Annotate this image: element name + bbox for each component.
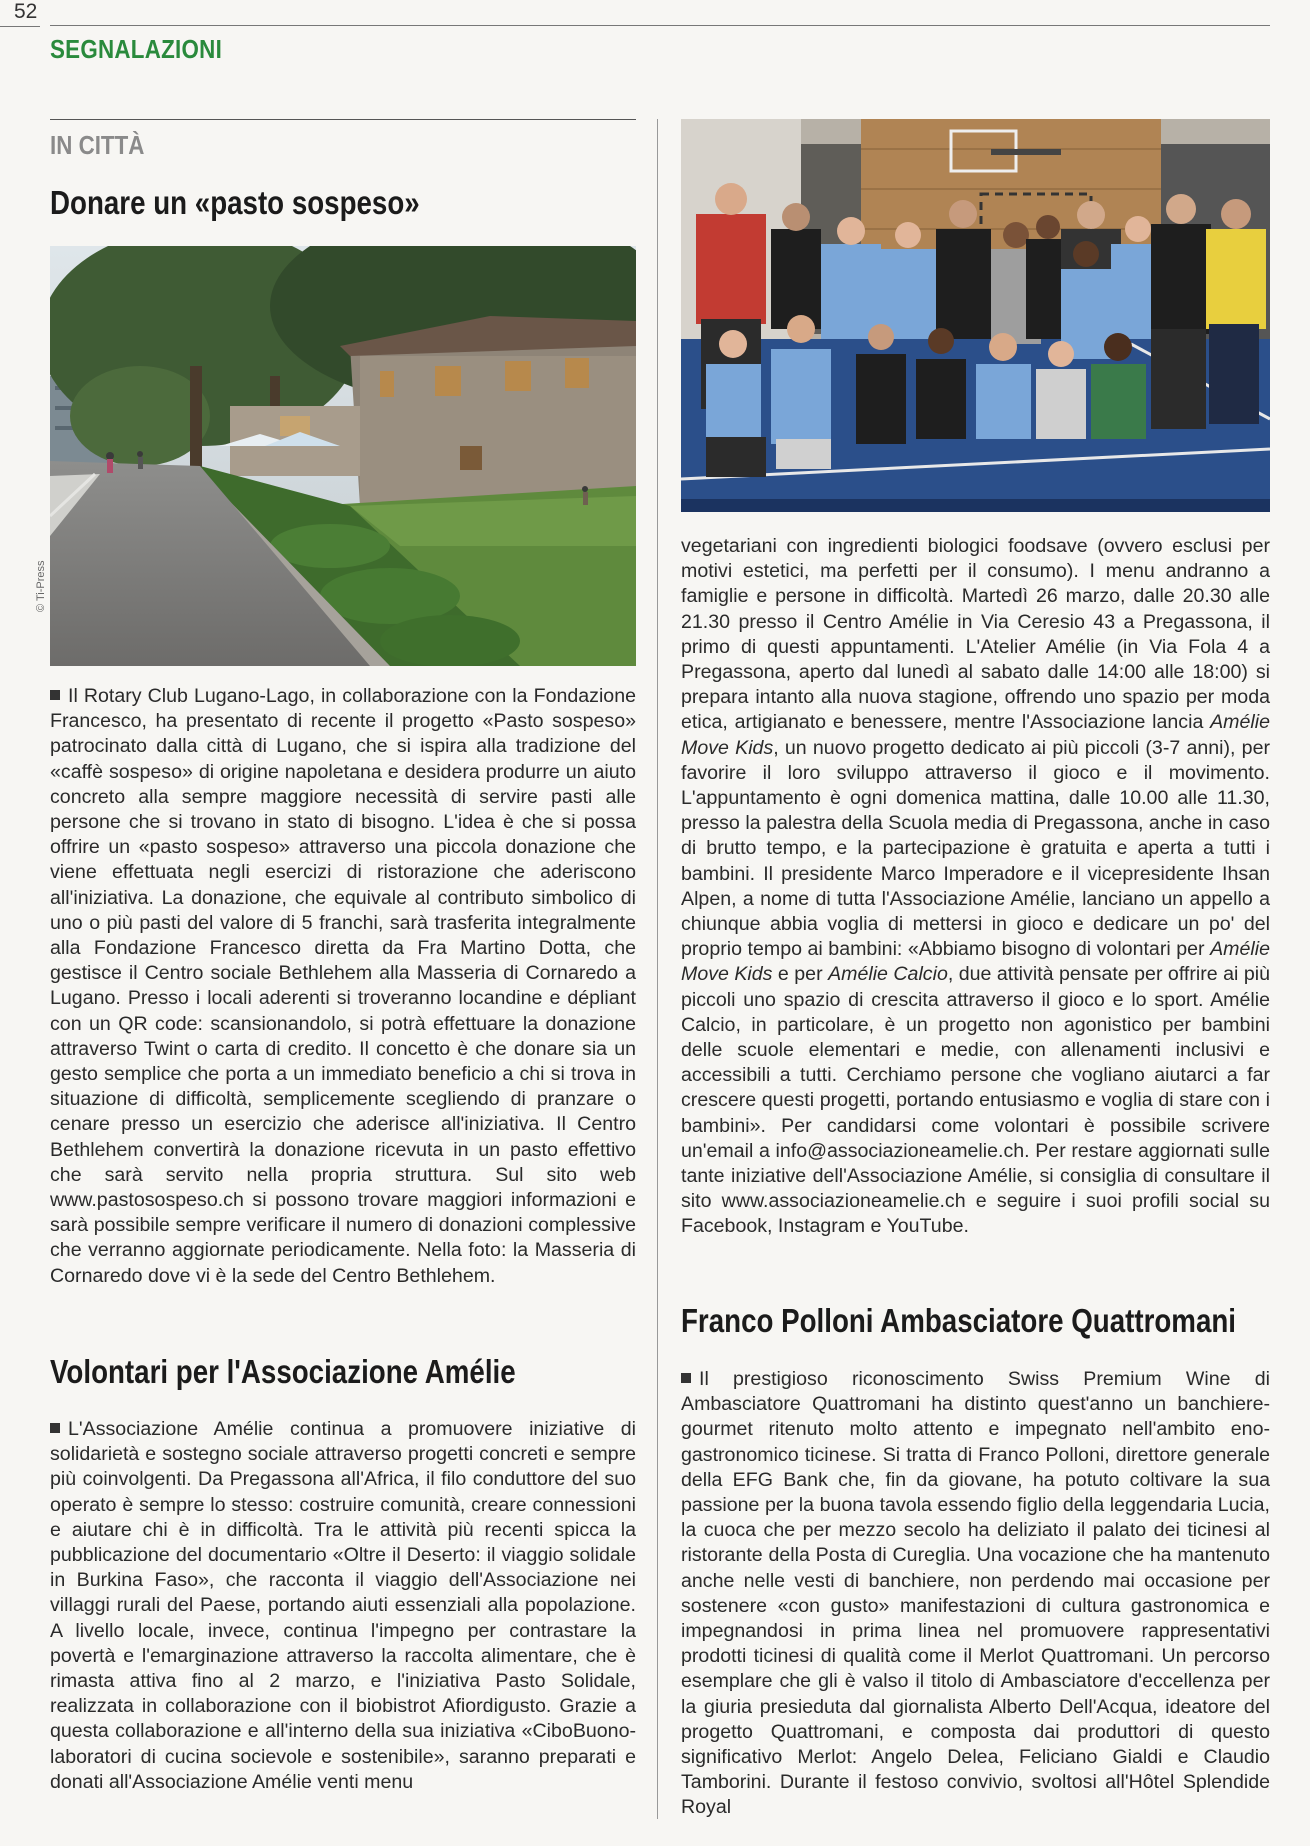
article-body-text: e per — [772, 963, 829, 986]
article-rule — [50, 119, 636, 120]
bullet-square-icon — [50, 690, 60, 700]
article-body-continued — [681, 534, 1270, 1240]
article-kicker: IN CITTÀ — [50, 130, 145, 160]
section-title: SEGNALAZIONI — [50, 34, 223, 64]
article-body-text: L'Associazione Amélie continua a promuovere iniziative di solidarietà e sostegno sociale attraverso progetti concreti e sempre più coinvolgenti. Da Pregassona all'Africa, il filo conduttore del suo operato è sempre lo stesso: costruire comunità, creare connessioni e aiutare chi è in difficoltà. Tra le attività più recenti spicca la pubblicazione del documentario «Oltre il Deserto: il viaggio solidale in Burkina Faso», che racconta il viaggio dell'Associazione nei villaggi rurali del Paese, portando aiuti essenziali alla popolazione. A livello locale, invece, continua l'impegno per contrastare la povertà e l'emarginazione attraverso la raccolta alimentare, che è rimasta attiva fino al 2 marzo, e l'iniziativa Pasto Solidale, realizzata in collaborazione con il biobistrot Afiordigusto. Grazie a questa collaborazione e all'interno della sua iniziativa «CiboBuono-laboratori di cucina socievole e sostenibile», saranno preparati e donati all'Associazione Amélie venti menu — [50, 1418, 636, 1793]
photo-credit: © Ti-Press — [35, 560, 47, 612]
article-body — [50, 1417, 636, 1795]
article-body — [50, 684, 636, 1289]
photo-amelie-team — [681, 119, 1270, 512]
bullet-square-icon — [681, 1373, 691, 1383]
article-body-text: vegetariani con ingredienti biologici foodsave (ovvero esclusi per motivi estetici, ma perfetti per il consumo). I menu andranno a famiglie e persone in difficoltà. Martedì 26 marzo, dalle 20.30 alle 21.30 presso il Centro Amélie in Via Ceresio 43 a Pregassona, il primo di questi appuntamenti. L'Atelier Amélie (in Via Fola 4 a Pregassona, aperto dal lunedì al sabato dalle 14:00 alle 18:00) si prepara intanto alla nuova stagione, offrendo uno spazio per moda etica, artigianato e benessere, mentre l'Associazione lancia — [681, 535, 1270, 734]
column-divider — [657, 119, 658, 1819]
page-number-rule — [0, 26, 40, 27]
article-title: Volontari per l'Associazione Amélie — [50, 1353, 516, 1390]
header-rule — [50, 25, 1270, 26]
article-body-italic: Amélie Move Kids — [681, 938, 1270, 986]
article-body-text: , due attività pensate per offrire ai più piccoli uno spazio di crescita attraverso il gioco e lo sport. Amélie Calcio, in particolare, è un progetto non agonistico per bambini delle scuole elementari e medie, con allenamenti inclusivi e accessibili a tutti. Cerchiamo persone che vogliano aiutarci a far crescere questi progetti, portando entusiasmo e voglia di stare con i bambini». Per candidarsi come volontari è possibile scrivere un'email a info@associazioneamelie.ch. Per restare aggiornati sulle tante iniziative dell'Associazione Amélie, si consiglia di consultare il sito www.associazioneamelie.ch e seguire i suoi profili social su Facebook, Instagram e YouTube. — [681, 963, 1270, 1238]
article-title: Donare un «pasto sospeso» — [50, 184, 420, 221]
article-body-italic: Amélie Move Kids — [681, 711, 1270, 759]
bullet-square-icon — [50, 1423, 60, 1433]
article-body-text: Il Rotary Club Lugano-Lago, in collaborazione con la Fondazione Francesco, ha presentato di recente il progetto «Pasto sospeso» patrocinato dalla città di Lugano, che si ispira alla tradizione del «caffè sospeso» di origine napoletana e desidera produrre un aiuto concreto alla sempre maggiore necessità di servire pasti alle persone che si trovano in stato di bisogno. L'idea è che si possa offrire un «pasto sospeso» attraverso una piccola donazione che viene effettuata negli esercizi di ristorazione che aderiscono all'iniziativa. La donazione, che equivale al contributo simbolico di uno o più pasti del valore di 5 franchi, sarà trasferita integralmente alla Fondazione Francesco diretta da Fra Martino Dotta, che gestisce il Centro sociale Bethlehem alla Masseria di Cornaredo a Lugano. Presso i locali aderenti si troveranno locandine e dépliant con un QR code: scansionandolo, si potrà effettuare la donazione attraverso Twint o carta di credito. Il concetto è che donare sia un gesto semplice che porta a un immediato beneficio a chi si trova in situazione di difficoltà, semplicemente scegliendo di pranzare o cenare presso un esercizio che aderisce all'iniziativa. Il Centro Bethlehem convertirà la donazione ricevuta in un pasto effettivo che sarà servito nella propria struttura. Sul sito web www.pastosospeso.ch si possono trovare maggiori informazioni e sarà possibile sempre verificare il numero di donazioni complessive che verranno aggiornate periodicamente. Nella foto: la Masseria di Cornaredo dove vi è la sede del Centro Bethlehem. — [50, 685, 636, 1287]
page-number: 52 — [14, 0, 38, 23]
article-body-text: , un nuovo progetto dedicato ai più piccoli (3-7 anni), per favorire il loro sviluppo attraverso il gioco e il movimento. L'appuntamento è ogni domenica mattina, dalle 10.00 alle 11.30, presso la palestra della Scuola media di Pregassona, anche in caso di brutto tempo, e la partecipazione è gratuita e aperta a tutti i bambini. Il presidente Marco Imperadore e il vicepresidente Ihsan Alpen, a nome di tutta l'Associazione Amélie, lanciano un appello a chiunque abbia voglia di mettersi in gioco e dedicare un po' del proprio tempo ai bambini: «Abbiamo bisogno di volontari per — [681, 736, 1270, 961]
article-body-text: Il prestigioso riconoscimento Swiss Premium Wine di Ambasciatore Quattromani ha distinto quest'anno un banchiere-gourmet ritenuto molto attento e impegnato nell'ambito eno-gastronomico ticinese. Si tratta di Franco Polloni, direttore generale della EFG Bank che, fin da giovane, ha potuto coltivare la sua passione per la buona tavola essendo figlio della leggendaria Lucia, la cuoca che per mezzo secolo ha deliziato il palato dei ticinesi al ristorante della Posta di Cureglia. Una vocazione che ha mantenuto anche nelle vesti di banchiere, non perdendo mai occasione per sostenere «con gusto» manifestazioni di cultura gastronomica e impegnandosi in prima linea nel promuovere rappresentativi prodotti ticinesi di qualità come il Merlot Quattromani. Un percorso esemplare che gli è valso il titolo di Ambasciatore d'eccellenza per la giuria presieduta dal giornalista Alberto Dell'Acqua, ideatore del progetto Quattromani, e composta dai produttori di questo significativo Merlot: Angelo Delea, Feliciano Gialdi e Claudio Tamborini. Durante il festoso convivio, svoltosi all'Hôtel Splendide Royal — [681, 1368, 1270, 1819]
article-title: Franco Polloni Ambasciatore Quattromani — [681, 1302, 1237, 1339]
article-body — [681, 1367, 1270, 1821]
photo-masseria — [50, 246, 636, 666]
article-body-italic: Amélie Calcio — [828, 963, 948, 986]
